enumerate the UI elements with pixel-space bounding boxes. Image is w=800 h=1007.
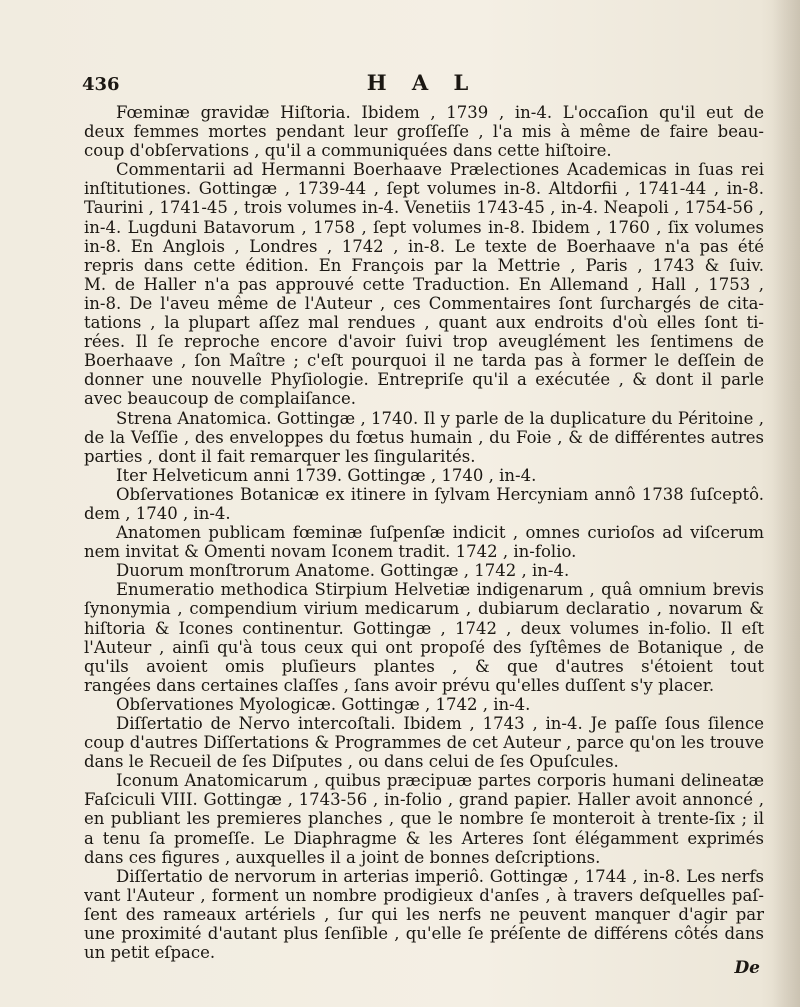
running-title: H A L bbox=[366, 70, 478, 95]
text-line: Iconum Anatomicarum , quibus præcipuæ partes corporis humani delineatæ bbox=[116, 771, 764, 791]
text-line: coup d'autres Diſſertations & Programmes de cet Auteur , parce qu'on les trouve bbox=[84, 733, 764, 753]
text-line: in-8. De l'aveu même de l'Auteur , ces Commentaires ſont ſurchargés de cita- bbox=[84, 293, 764, 313]
text-line: tations , la plupart aſſez mal rendues , quant aux endroits d'où elles ſont ti- bbox=[84, 313, 764, 333]
text-line: Obſervationes Botanicæ ex itinere in ſylvam Hercyniam annô 1738 ſuſceptô. bbox=[116, 484, 764, 504]
text-line: Boerhaave , ſon Maître ; c'eſt pourquoi il ne tarda pas à former le deſſein de bbox=[84, 351, 764, 371]
text-line: Anatomen publicam fœminæ ſuſpenſæ indicit , omnes curioſos ad viſcerum bbox=[116, 523, 764, 543]
catchword: De bbox=[734, 958, 760, 978]
text-line: avec beaucoup de complaiſance. bbox=[84, 389, 356, 409]
page-number: 436 bbox=[82, 74, 120, 95]
text-line: Enumeratio methodica Stirpium Helvetiæ indigenarum , quâ omnium brevis bbox=[116, 580, 764, 600]
text-line: Iter Helveticum anni 1739. Gottingæ , 1740 , in-4. bbox=[116, 465, 537, 485]
text-line: in-8. En Anglois , Londres , 1742 , in-8. Le texte de Boerhaave n'a pas été bbox=[84, 236, 764, 256]
text-line: qu'ils avoient omis pluſieurs plantes , & que d'autres s'étoient tout bbox=[84, 656, 764, 676]
text-line: deux femmes mortes pendant leur groſſeſſe , l'a mis à même de faire beau- bbox=[84, 122, 764, 142]
text-line: dem , 1740 , in-4. bbox=[84, 503, 231, 523]
text-line: en publiant les premieres planches , que le nombre ſe monteroit à trente-ſix ; il bbox=[84, 809, 764, 829]
text-line: nem invitat & Omenti novam Iconem tradit. 1742 , in-folio. bbox=[84, 542, 577, 562]
text-line: hiſtoria & Icones continentur. Gottingæ , 1742 , deux volumes in-folio. Il eſt bbox=[84, 618, 764, 638]
text-line: Diſſertatio de Nervo intercoſtali. Ibidem , 1743 , in-4. Je paſſe ſous ſilence bbox=[116, 714, 764, 733]
text-line: vant l'Auteur , forment un nombre prodigieux d'anſes , à travers deſquelles paſ- bbox=[84, 885, 764, 905]
text-line: ſent des rameaux artériels , ſur qui les nerfs ne peuvent manquer d'agir par bbox=[84, 904, 764, 924]
body-text bbox=[84, 103, 764, 962]
page-header bbox=[82, 70, 762, 100]
text-line: l'Auteur , ainſi qu'à tous ceux qui ont propoſé des ſyſtêmes de Botanique , de bbox=[84, 637, 764, 657]
text-line: donner une nouvelle Phyſiologie. Entrepriſe qu'il a exécutée , & dont il parle bbox=[84, 370, 764, 390]
text-line: ſynonymia , compendium virium medicarum , dubiarum declaratio , novarum & bbox=[84, 599, 764, 619]
text-line: dans ces figures , auxquelles il a joint de bonnes deſcriptions. bbox=[84, 847, 601, 867]
text-line: rées. Il ſe reproche encore d'avoir ſuivi trop aveuglément les ſentimens de bbox=[84, 332, 764, 352]
text-line: Duorum monſtrorum Anatome. Gottingæ , 1742 , in-4. bbox=[116, 561, 570, 581]
text-line: Obſervationes Myologicæ. Gottingæ , 1742 , in-4. bbox=[116, 694, 531, 714]
text-line: Fœminæ gravidæ Hiſtoria. Ibidem , 1739 , in-4. L'occaſion qu'il eut de bbox=[116, 103, 764, 122]
text-line: Taurini , 1741-45 , trois volumes in-4. Venetiis 1743-45 , in-4. Neapoli , 1754-56 , bbox=[84, 198, 764, 218]
text-line: repris dans cette édition. En François par la Mettrie , Paris , 1743 & ſuiv. bbox=[84, 255, 764, 275]
text-line: parties , dont il fait remarquer les ſingularités. bbox=[84, 446, 476, 466]
text-line: dans le Recueil de ſes Diſputes , ou dans celui de ſes Opuſcules. bbox=[84, 752, 619, 772]
text-line: rangées dans certaines claſſes , ſans avoir prévu qu'elles duſſent s'y placer. bbox=[84, 675, 715, 695]
text-line: Commentarii ad Hermanni Boerhaave Prælectiones Academicas in ſuas rei bbox=[116, 160, 764, 180]
text-line: inſtitutiones. Gottingæ , 1739-44 , ſept volumes in-8. Altdorfii , 1741-44 , in-8. bbox=[84, 179, 764, 199]
text-line: coup d'obſervations , qu'il a communiquées dans cette hiſtoire. bbox=[84, 141, 612, 161]
show-through-margin bbox=[772, 0, 800, 1007]
text-line: une proximité d'autant plus ſenſible , qu'elle ſe préſente de différens côtés dans bbox=[84, 924, 764, 944]
text-line: M. de Haller n'a pas approuvé cette Traduction. En Allemand , Hall , 1753 , bbox=[84, 274, 764, 294]
text-line: de la Veſſie , des enveloppes du fœtus humain , du Foie , & de différentes autres bbox=[84, 427, 764, 447]
text-line: un petit eſpace. bbox=[84, 943, 216, 963]
text-line: a tenu ſa promeſſe. Le Diaphragme & les Arteres ſont élégamment exprimés bbox=[84, 828, 764, 848]
text-line: in-4. Lugduni Batavorum , 1758 , ſept volumes in-8. Ibidem , 1760 , ſix volumes bbox=[84, 217, 764, 237]
text-line: Faſciculi VIII. Gottingæ , 1743-56 , in-folio , grand papier. Haller avoit annoncé , bbox=[84, 790, 764, 810]
text-line: Diſſertatio de nervorum in arterias imperiô. Gottingæ , 1744 , in-8. Les nerfs bbox=[116, 866, 764, 886]
text-line: Strena Anatomica. Gottingæ , 1740. Il y parle de la duplicature du Péritoine , bbox=[116, 408, 764, 428]
